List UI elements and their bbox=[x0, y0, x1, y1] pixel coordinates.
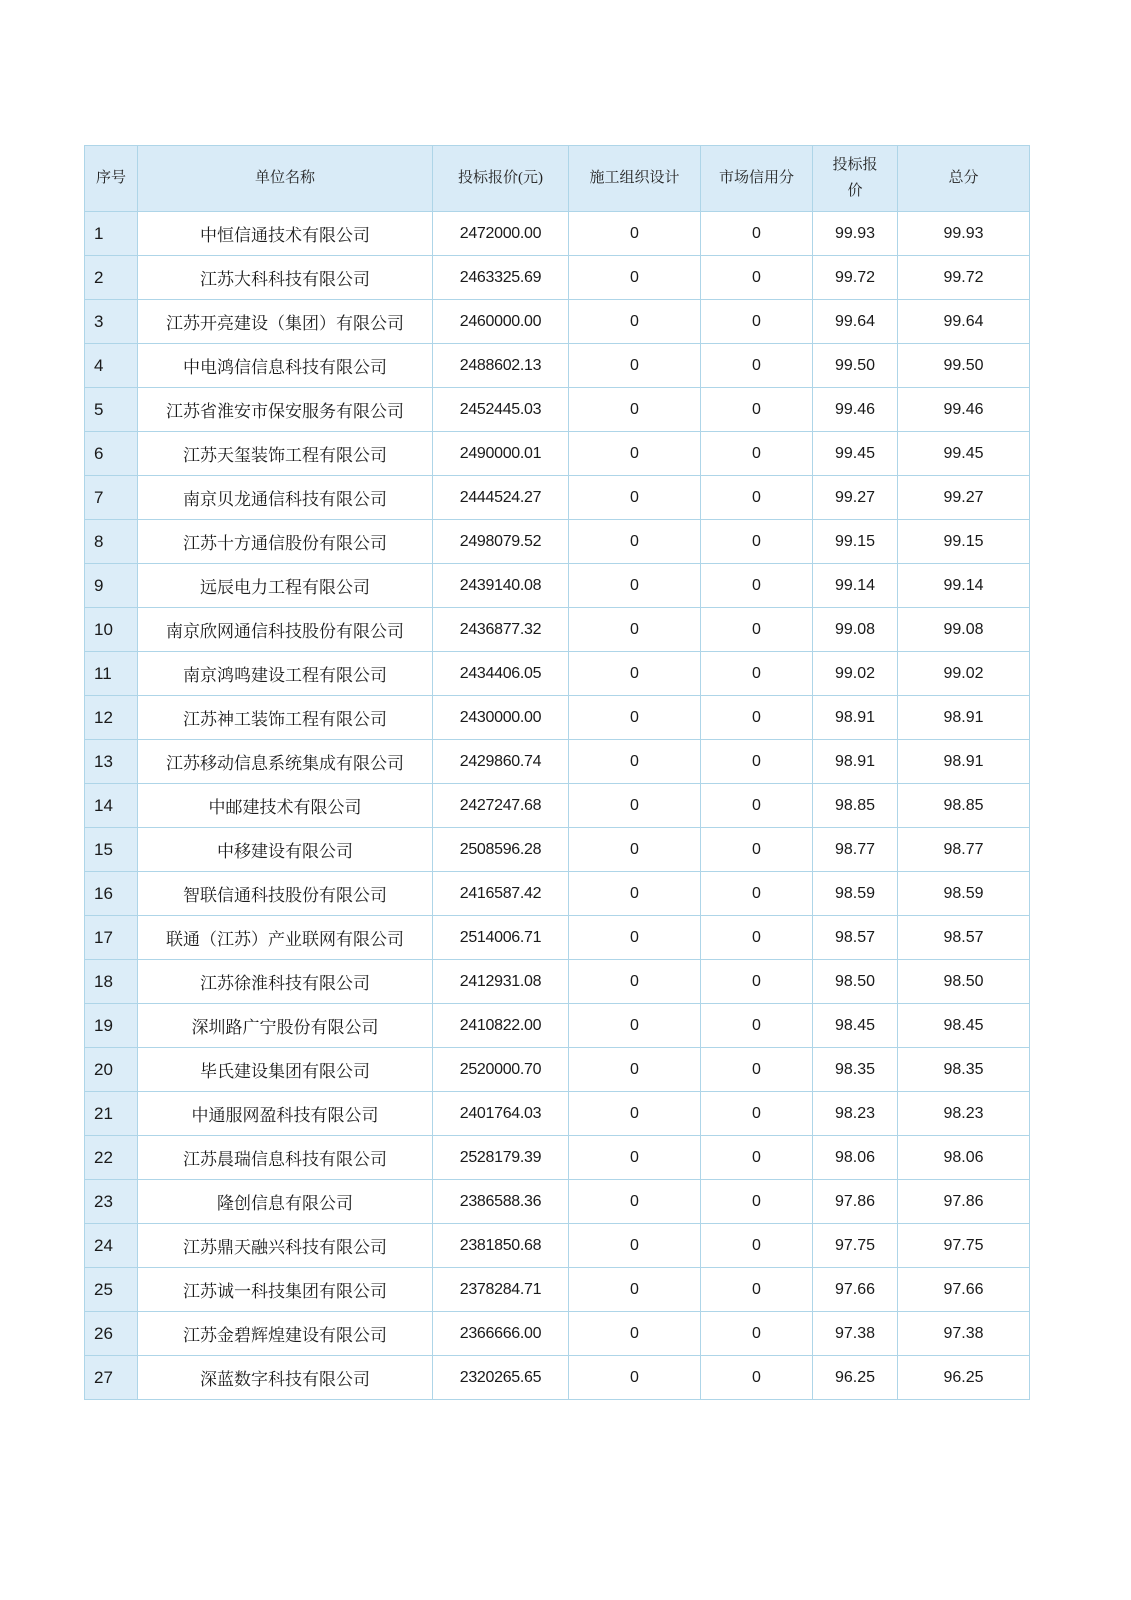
company-name-cell: 江苏大科科技有限公司 bbox=[138, 256, 433, 300]
design-score-cell: 0 bbox=[569, 696, 701, 740]
bid-price-cell: 2514006.71 bbox=[433, 916, 569, 960]
seq-cell: 16 bbox=[85, 872, 138, 916]
company-name-cell: 南京贝龙通信科技有限公司 bbox=[138, 476, 433, 520]
seq-cell: 21 bbox=[85, 1092, 138, 1136]
bid-score-cell: 99.64 bbox=[813, 300, 898, 344]
seq-cell: 13 bbox=[85, 740, 138, 784]
design-score-cell: 0 bbox=[569, 564, 701, 608]
total-score-cell: 98.57 bbox=[898, 916, 1030, 960]
seq-cell: 14 bbox=[85, 784, 138, 828]
design-score-cell: 0 bbox=[569, 1004, 701, 1048]
credit-score-cell: 0 bbox=[701, 432, 813, 476]
seq-cell: 1 bbox=[85, 212, 138, 256]
credit-score-cell: 0 bbox=[701, 960, 813, 1004]
total-score-cell: 98.23 bbox=[898, 1092, 1030, 1136]
seq-cell: 3 bbox=[85, 300, 138, 344]
company-name-cell: 江苏开亮建设（集团）有限公司 bbox=[138, 300, 433, 344]
bid-price-cell: 2434406.05 bbox=[433, 652, 569, 696]
bid-score-cell: 97.86 bbox=[813, 1180, 898, 1224]
table-row bbox=[85, 696, 1030, 740]
bid-price-cell: 2498079.52 bbox=[433, 520, 569, 564]
bid-score-cell: 99.27 bbox=[813, 476, 898, 520]
bid-evaluation-table bbox=[84, 145, 1030, 1400]
seq-cell: 23 bbox=[85, 1180, 138, 1224]
design-score-cell: 0 bbox=[569, 212, 701, 256]
company-name-cell: 江苏诚一科技集团有限公司 bbox=[138, 1268, 433, 1312]
company-name-cell: 中恒信通技术有限公司 bbox=[138, 212, 433, 256]
bid-price-cell: 2528179.39 bbox=[433, 1136, 569, 1180]
table-row bbox=[85, 1356, 1030, 1400]
credit-score-cell: 0 bbox=[701, 1092, 813, 1136]
company-name-cell: 隆创信息有限公司 bbox=[138, 1180, 433, 1224]
bid-score-cell: 98.50 bbox=[813, 960, 898, 1004]
header-row bbox=[85, 146, 1030, 212]
bid-score-cell: 98.23 bbox=[813, 1092, 898, 1136]
total-score-cell: 98.91 bbox=[898, 740, 1030, 784]
design-score-cell: 0 bbox=[569, 828, 701, 872]
table-row bbox=[85, 300, 1030, 344]
credit-score-cell: 0 bbox=[701, 344, 813, 388]
table-row bbox=[85, 828, 1030, 872]
company-name-cell: 远辰电力工程有限公司 bbox=[138, 564, 433, 608]
total-score-cell: 99.93 bbox=[898, 212, 1030, 256]
bid-price-cell: 2401764.03 bbox=[433, 1092, 569, 1136]
bid-score-cell: 98.91 bbox=[813, 740, 898, 784]
credit-score-cell: 0 bbox=[701, 212, 813, 256]
bid-price-cell: 2429860.74 bbox=[433, 740, 569, 784]
total-score-cell: 97.86 bbox=[898, 1180, 1030, 1224]
company-name-cell: 江苏徐淮科技有限公司 bbox=[138, 960, 433, 1004]
design-score-cell: 0 bbox=[569, 784, 701, 828]
bid-price-cell: 2320265.65 bbox=[433, 1356, 569, 1400]
bid-score-cell: 98.06 bbox=[813, 1136, 898, 1180]
total-score-cell: 97.75 bbox=[898, 1224, 1030, 1268]
bid-price-cell: 2410822.00 bbox=[433, 1004, 569, 1048]
design-score-cell: 0 bbox=[569, 1136, 701, 1180]
table-row bbox=[85, 872, 1030, 916]
bid-score-cell: 99.72 bbox=[813, 256, 898, 300]
bid-score-cell: 99.14 bbox=[813, 564, 898, 608]
credit-score-cell: 0 bbox=[701, 828, 813, 872]
table-row bbox=[85, 916, 1030, 960]
credit-score-cell: 0 bbox=[701, 520, 813, 564]
total-score-cell: 98.77 bbox=[898, 828, 1030, 872]
table-row bbox=[85, 520, 1030, 564]
table-row bbox=[85, 564, 1030, 608]
seq-cell: 11 bbox=[85, 652, 138, 696]
company-name-cell: 江苏移动信息系统集成有限公司 bbox=[138, 740, 433, 784]
credit-score-cell: 0 bbox=[701, 564, 813, 608]
credit-score-cell: 0 bbox=[701, 872, 813, 916]
credit-score-cell: 0 bbox=[701, 1356, 813, 1400]
bid-price-cell: 2412931.08 bbox=[433, 960, 569, 1004]
table-row bbox=[85, 344, 1030, 388]
header-bid-price-yuan: 投标报价(元) bbox=[433, 146, 569, 212]
design-score-cell: 0 bbox=[569, 740, 701, 784]
bid-score-cell: 99.08 bbox=[813, 608, 898, 652]
bid-price-cell: 2460000.00 bbox=[433, 300, 569, 344]
bid-score-cell: 98.85 bbox=[813, 784, 898, 828]
company-name-cell: 南京鸿鸣建设工程有限公司 bbox=[138, 652, 433, 696]
seq-cell: 8 bbox=[85, 520, 138, 564]
credit-score-cell: 0 bbox=[701, 1136, 813, 1180]
bid-price-cell: 2378284.71 bbox=[433, 1268, 569, 1312]
total-score-cell: 98.50 bbox=[898, 960, 1030, 1004]
bid-score-cell: 98.59 bbox=[813, 872, 898, 916]
table-row bbox=[85, 1092, 1030, 1136]
company-name-cell: 江苏鼎天融兴科技有限公司 bbox=[138, 1224, 433, 1268]
bid-price-cell: 2490000.01 bbox=[433, 432, 569, 476]
total-score-cell: 98.45 bbox=[898, 1004, 1030, 1048]
header-bid-price-score: 投标报价 bbox=[813, 146, 898, 212]
company-name-cell: 江苏晨瑞信息科技有限公司 bbox=[138, 1136, 433, 1180]
total-score-cell: 98.06 bbox=[898, 1136, 1030, 1180]
seq-cell: 25 bbox=[85, 1268, 138, 1312]
bid-price-cell: 2416587.42 bbox=[433, 872, 569, 916]
bid-price-cell: 2452445.03 bbox=[433, 388, 569, 432]
table-row bbox=[85, 476, 1030, 520]
company-name-cell: 中通服网盈科技有限公司 bbox=[138, 1092, 433, 1136]
table-row bbox=[85, 960, 1030, 1004]
bid-price-cell: 2430000.00 bbox=[433, 696, 569, 740]
total-score-cell: 97.66 bbox=[898, 1268, 1030, 1312]
seq-cell: 9 bbox=[85, 564, 138, 608]
company-name-cell: 江苏天玺装饰工程有限公司 bbox=[138, 432, 433, 476]
bid-score-cell: 98.35 bbox=[813, 1048, 898, 1092]
company-name-cell: 江苏十方通信股份有限公司 bbox=[138, 520, 433, 564]
design-score-cell: 0 bbox=[569, 608, 701, 652]
bid-score-cell: 97.66 bbox=[813, 1268, 898, 1312]
design-score-cell: 0 bbox=[569, 476, 701, 520]
design-score-cell: 0 bbox=[569, 432, 701, 476]
total-score-cell: 99.46 bbox=[898, 388, 1030, 432]
company-name-cell: 深蓝数字科技有限公司 bbox=[138, 1356, 433, 1400]
seq-cell: 7 bbox=[85, 476, 138, 520]
seq-cell: 5 bbox=[85, 388, 138, 432]
design-score-cell: 0 bbox=[569, 344, 701, 388]
seq-cell: 2 bbox=[85, 256, 138, 300]
company-name-cell: 中电鸿信信息科技有限公司 bbox=[138, 344, 433, 388]
seq-cell: 19 bbox=[85, 1004, 138, 1048]
bid-price-cell: 2444524.27 bbox=[433, 476, 569, 520]
company-name-cell: 南京欣网通信科技股份有限公司 bbox=[138, 608, 433, 652]
credit-score-cell: 0 bbox=[701, 388, 813, 432]
table-row bbox=[85, 212, 1030, 256]
table-row bbox=[85, 1136, 1030, 1180]
table-row bbox=[85, 1224, 1030, 1268]
table-row bbox=[85, 740, 1030, 784]
bid-score-cell: 99.02 bbox=[813, 652, 898, 696]
total-score-cell: 97.38 bbox=[898, 1312, 1030, 1356]
bid-score-cell: 96.25 bbox=[813, 1356, 898, 1400]
bid-score-cell: 99.46 bbox=[813, 388, 898, 432]
credit-score-cell: 0 bbox=[701, 1224, 813, 1268]
seq-cell: 12 bbox=[85, 696, 138, 740]
seq-cell: 26 bbox=[85, 1312, 138, 1356]
seq-cell: 18 bbox=[85, 960, 138, 1004]
design-score-cell: 0 bbox=[569, 1048, 701, 1092]
design-score-cell: 0 bbox=[569, 1268, 701, 1312]
bid-score-cell: 99.50 bbox=[813, 344, 898, 388]
design-score-cell: 0 bbox=[569, 960, 701, 1004]
total-score-cell: 99.15 bbox=[898, 520, 1030, 564]
seq-cell: 4 bbox=[85, 344, 138, 388]
table-row bbox=[85, 784, 1030, 828]
design-score-cell: 0 bbox=[569, 1092, 701, 1136]
total-score-cell: 99.08 bbox=[898, 608, 1030, 652]
table-row bbox=[85, 432, 1030, 476]
credit-score-cell: 0 bbox=[701, 608, 813, 652]
table-body bbox=[85, 212, 1030, 1400]
company-name-cell: 中邮建技术有限公司 bbox=[138, 784, 433, 828]
seq-cell: 24 bbox=[85, 1224, 138, 1268]
total-score-cell: 99.45 bbox=[898, 432, 1030, 476]
total-score-cell: 98.59 bbox=[898, 872, 1030, 916]
total-score-cell: 99.50 bbox=[898, 344, 1030, 388]
bid-price-cell: 2436877.32 bbox=[433, 608, 569, 652]
credit-score-cell: 0 bbox=[701, 1004, 813, 1048]
company-name-cell: 深圳路广宁股份有限公司 bbox=[138, 1004, 433, 1048]
header-market-credit: 市场信用分 bbox=[701, 146, 813, 212]
total-score-cell: 99.64 bbox=[898, 300, 1030, 344]
seq-cell: 22 bbox=[85, 1136, 138, 1180]
design-score-cell: 0 bbox=[569, 916, 701, 960]
bid-price-cell: 2472000.00 bbox=[433, 212, 569, 256]
company-name-cell: 江苏金碧辉煌建设有限公司 bbox=[138, 1312, 433, 1356]
design-score-cell: 0 bbox=[569, 872, 701, 916]
credit-score-cell: 0 bbox=[701, 1048, 813, 1092]
table-row bbox=[85, 388, 1030, 432]
table-row bbox=[85, 1048, 1030, 1092]
credit-score-cell: 0 bbox=[701, 916, 813, 960]
seq-cell: 20 bbox=[85, 1048, 138, 1092]
table-row bbox=[85, 256, 1030, 300]
company-name-cell: 江苏省淮安市保安服务有限公司 bbox=[138, 388, 433, 432]
bid-price-cell: 2520000.70 bbox=[433, 1048, 569, 1092]
design-score-cell: 0 bbox=[569, 1356, 701, 1400]
credit-score-cell: 0 bbox=[701, 784, 813, 828]
company-name-cell: 联通（江苏）产业联网有限公司 bbox=[138, 916, 433, 960]
table-row bbox=[85, 1180, 1030, 1224]
table-row bbox=[85, 1268, 1030, 1312]
table-row bbox=[85, 1004, 1030, 1048]
bid-score-cell: 99.93 bbox=[813, 212, 898, 256]
header-construction-design: 施工组织设计 bbox=[569, 146, 701, 212]
bid-price-cell: 2439140.08 bbox=[433, 564, 569, 608]
design-score-cell: 0 bbox=[569, 652, 701, 696]
design-score-cell: 0 bbox=[569, 256, 701, 300]
company-name-cell: 中移建设有限公司 bbox=[138, 828, 433, 872]
design-score-cell: 0 bbox=[569, 1312, 701, 1356]
design-score-cell: 0 bbox=[569, 388, 701, 432]
header-company-name: 单位名称 bbox=[138, 146, 433, 212]
total-score-cell: 99.14 bbox=[898, 564, 1030, 608]
bid-price-cell: 2508596.28 bbox=[433, 828, 569, 872]
seq-cell: 27 bbox=[85, 1356, 138, 1400]
credit-score-cell: 0 bbox=[701, 740, 813, 784]
bid-price-cell: 2488602.13 bbox=[433, 344, 569, 388]
company-name-cell: 毕氏建设集团有限公司 bbox=[138, 1048, 433, 1092]
seq-cell: 6 bbox=[85, 432, 138, 476]
header-seq: 序号 bbox=[85, 146, 138, 212]
table-header bbox=[85, 146, 1030, 212]
total-score-cell: 98.85 bbox=[898, 784, 1030, 828]
credit-score-cell: 0 bbox=[701, 256, 813, 300]
company-name-cell: 江苏神工装饰工程有限公司 bbox=[138, 696, 433, 740]
credit-score-cell: 0 bbox=[701, 300, 813, 344]
design-score-cell: 0 bbox=[569, 300, 701, 344]
bid-score-cell: 99.45 bbox=[813, 432, 898, 476]
credit-score-cell: 0 bbox=[701, 476, 813, 520]
header-total-score: 总分 bbox=[898, 146, 1030, 212]
table-row bbox=[85, 652, 1030, 696]
bid-score-cell: 98.45 bbox=[813, 1004, 898, 1048]
total-score-cell: 98.91 bbox=[898, 696, 1030, 740]
credit-score-cell: 0 bbox=[701, 652, 813, 696]
bid-price-cell: 2381850.68 bbox=[433, 1224, 569, 1268]
seq-cell: 10 bbox=[85, 608, 138, 652]
design-score-cell: 0 bbox=[569, 1180, 701, 1224]
credit-score-cell: 0 bbox=[701, 1312, 813, 1356]
total-score-cell: 99.02 bbox=[898, 652, 1030, 696]
bid-price-cell: 2386588.36 bbox=[433, 1180, 569, 1224]
bid-price-cell: 2427247.68 bbox=[433, 784, 569, 828]
bid-score-cell: 99.15 bbox=[813, 520, 898, 564]
design-score-cell: 0 bbox=[569, 520, 701, 564]
total-score-cell: 98.35 bbox=[898, 1048, 1030, 1092]
total-score-cell: 99.72 bbox=[898, 256, 1030, 300]
company-name-cell: 智联信通科技股份有限公司 bbox=[138, 872, 433, 916]
bid-score-cell: 98.77 bbox=[813, 828, 898, 872]
table-row bbox=[85, 1312, 1030, 1356]
bid-score-cell: 97.38 bbox=[813, 1312, 898, 1356]
credit-score-cell: 0 bbox=[701, 1180, 813, 1224]
design-score-cell: 0 bbox=[569, 1224, 701, 1268]
bid-score-cell: 98.91 bbox=[813, 696, 898, 740]
bid-price-cell: 2463325.69 bbox=[433, 256, 569, 300]
bid-score-cell: 97.75 bbox=[813, 1224, 898, 1268]
total-score-cell: 96.25 bbox=[898, 1356, 1030, 1400]
seq-cell: 17 bbox=[85, 916, 138, 960]
seq-cell: 15 bbox=[85, 828, 138, 872]
credit-score-cell: 0 bbox=[701, 696, 813, 740]
table-row bbox=[85, 608, 1030, 652]
credit-score-cell: 0 bbox=[701, 1268, 813, 1312]
total-score-cell: 99.27 bbox=[898, 476, 1030, 520]
bid-score-cell: 98.57 bbox=[813, 916, 898, 960]
bid-price-cell: 2366666.00 bbox=[433, 1312, 569, 1356]
